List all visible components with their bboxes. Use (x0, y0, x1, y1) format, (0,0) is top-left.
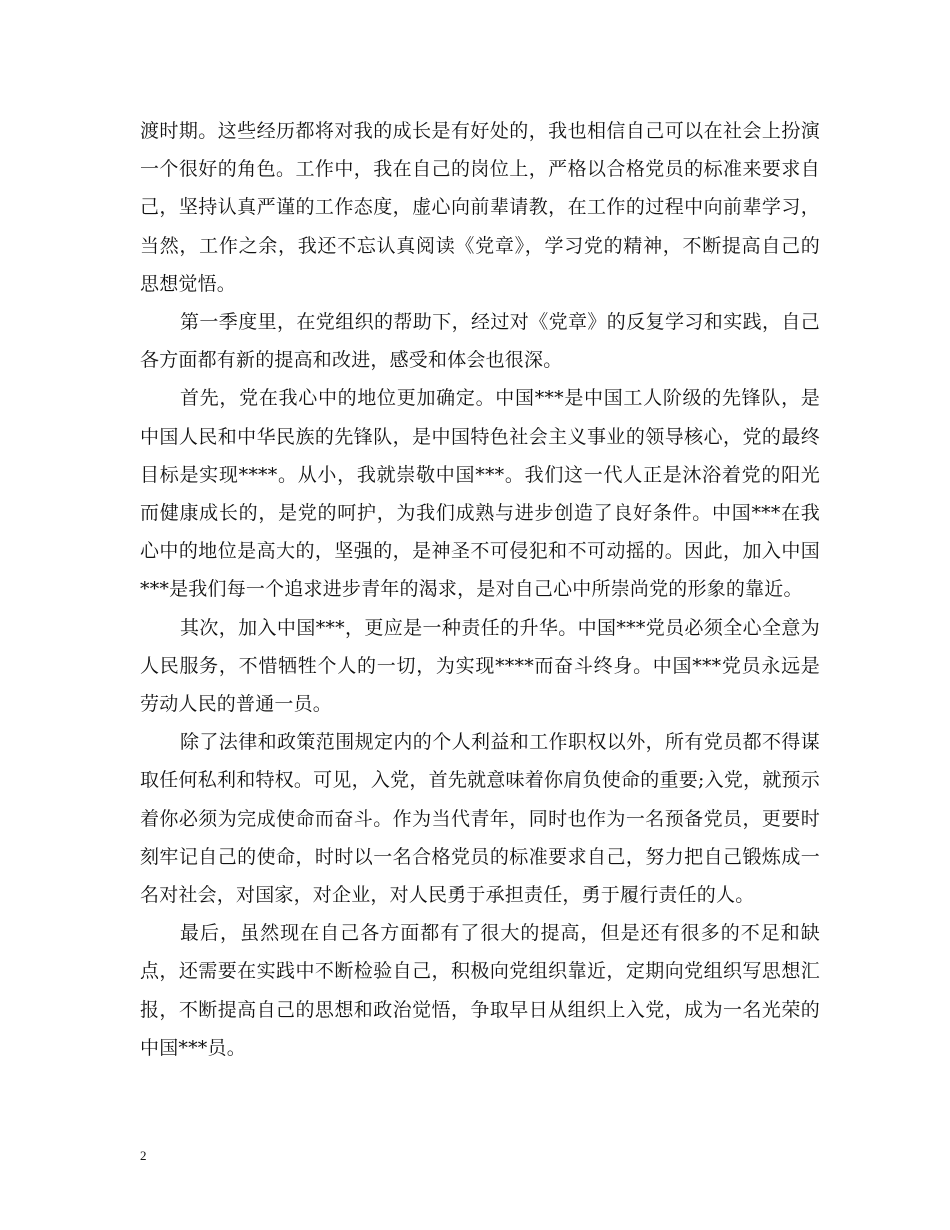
paragraph-first-quarter: 第一季度里，在党组织的帮助下，经过对《党章》的反复学习和实践，自己各方面都有新的提高和改进，感受和体会也很深。 (140, 311, 820, 372)
paragraph-rights: 除了法律和政策范围规定内的个人利益和工作职权以外，所有党员都不得谋取任何私利和特权。可见，入党，首先就意味着你肩负使命的重要;入党，就预示着你必须为完成使命而奋斗。作为当代青年，同时也作为一名预备党员，更要时刻牢记自己的使命，时时以一名合格党员的标准要求自己，努力把自己锻炼成一名对社会，对国家，对企业，对人民勇于承担责任，勇于履行责任的人。 (140, 731, 820, 907)
paragraph-firstly: 首先，党在我心中的地位更加确定。中国***是中国工人阶级的先锋队，是中国人民和中华民族的先锋队，是中国特色社会主义事业的领导核心，党的最终目标是实现****。从小，我就崇敬中国***。我们这一代人正是沐浴着党的阳光而健康成长的，是党的呵护，为我们成熟与进步创造了良好条件。中国***在我心中的地位是高大的，坚强的，是神圣不可侵犯和不可动摇的。因此，加入中国***是我们每一个追求进步青年的渴求，是对自己心中所崇尚党的形象的靠近。 (140, 387, 820, 601)
paragraph-finally: 最后，虽然现在自己各方面都有了很大的提高，但是还有很多的不足和缺点，还需要在实践中不断检验自己，积极向党组织靠近，定期向党组织写思想汇报，不断提高自己的思想和政治觉悟，争取早日从组织上入党，成为一名光荣的中国***员。 (140, 922, 820, 1059)
paragraph-continuation: 渡时期。这些经历都将对我的成长是有好处的，我也相信自己可以在社会上扮演一个很好的角色。工作中，我在自己的岗位上，严格以合格党员的标准来要求自己，坚持认真严谨的工作态度，虚心向前辈请教，在工作的过程中向前辈学习，当然，工作之余，我还不忘认真阅读《党章》，学习党的精神，不断提高自己的思想觉悟。 (140, 120, 820, 295)
paragraph-secondly: 其次，加入中国***，更应是一种责任的升华。中国***党员必须全心全意为人民服务，不惜牺牲个人的一切，为实现****而奋斗终身。中国***党员永远是劳动人民的普通一员。 (140, 616, 820, 716)
document-body (140, 112, 820, 1067)
page-number: 2 (140, 1148, 147, 1163)
